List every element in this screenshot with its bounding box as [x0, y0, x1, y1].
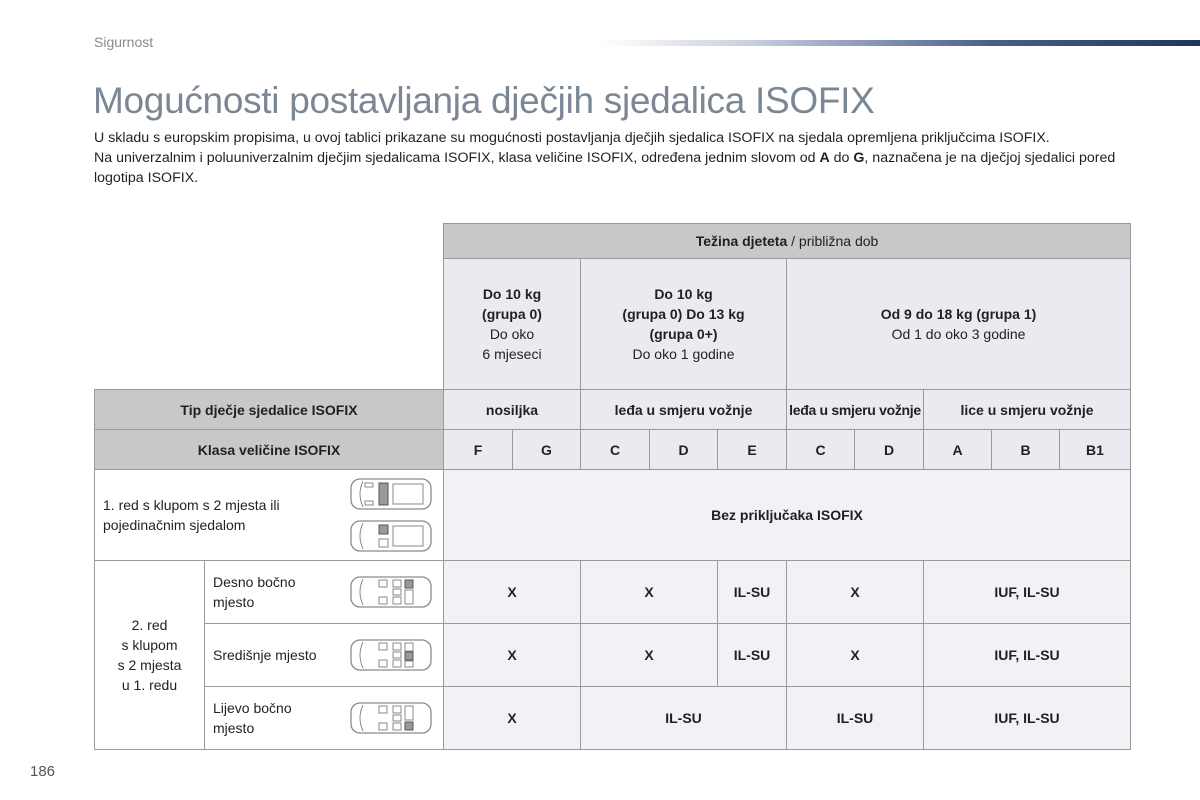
cell: X [581, 561, 718, 624]
cell: IUF, IL-SU [924, 624, 1131, 687]
row-right-seat-label: Desno bočno mjesto [205, 561, 444, 624]
page-title: Mogućnosti postavljanja dječjih sjedalica ISOFIX [93, 80, 875, 121]
class-cell: F [444, 430, 513, 470]
intro-text [94, 128, 1124, 188]
seat-type-label: Tip dječje sjedalice ISOFIX [95, 390, 444, 430]
cell: IL-SU [787, 687, 924, 750]
row-2-group-label: 2. red s klupom s 2 mjesta u 1. redu [95, 561, 205, 750]
row-left-seat-label: Lijevo bočno mjesto [205, 687, 444, 750]
intro-paragraph-2: Na univerzalnim i poluuniverzalnim dječjim sjedalicama ISOFIX, klasa veličine ISOFIX, određena jednim slovom od A do G, naznačena je na dječjoj sjedalici pored logotipa ISOFIX. [94, 150, 1116, 186]
class-cell: A [924, 430, 992, 470]
cell: X [581, 624, 718, 687]
class-cell: D [855, 430, 924, 470]
class-cell: G [513, 430, 581, 470]
class-cell: E [718, 430, 787, 470]
vehicle-seat-diagram-icon [349, 573, 435, 611]
cell: IL-SU [718, 624, 787, 687]
cell: IL-SU [581, 687, 787, 750]
type-rear-facing-2: leđa u smjeru vožnje [787, 390, 924, 430]
cell: X [444, 687, 581, 750]
group-0plus-header: Do 10 kg (grupa 0) Do 13 kg (grupa 0+) Do oko 1 godine [581, 259, 787, 390]
cell: X [787, 624, 924, 687]
vehicle-seat-diagram-icon [349, 699, 435, 737]
no-isofix-cell: Bez priključaka ISOFIX [444, 470, 1131, 561]
type-forward-facing: lice u smjeru vožnje [924, 390, 1131, 430]
row-center-seat-label: Središnje mjesto [205, 624, 444, 687]
row-1-label: 1. red s klupom s 2 mjesta ili pojedinačnim sjedalom [95, 470, 444, 561]
size-class-label: Klasa veličine ISOFIX [95, 430, 444, 470]
header-gradient-bar [600, 40, 1200, 46]
group-0-header: Do 10 kg (grupa 0) Do oko 6 mjeseci [444, 259, 581, 390]
page-number: 186 [30, 763, 56, 780]
vehicle-seat-diagram-icon [349, 475, 435, 513]
vehicle-seat-diagram-icon [349, 636, 435, 674]
class-cell: B [992, 430, 1060, 470]
weight-header: Težina djeteta / približna dob [444, 224, 1131, 259]
isofix-table [94, 223, 1131, 750]
cell: IL-SU [718, 561, 787, 624]
group-1-header: Od 9 do 18 kg (grupa 1) Od 1 do oko 3 godine [787, 259, 1131, 390]
vehicle-seat-diagram-icon [349, 517, 435, 555]
cell: X [444, 624, 581, 687]
class-cell: C [787, 430, 855, 470]
cell: IUF, IL-SU [924, 687, 1131, 750]
intro-paragraph-1: U skladu s europskim propisima, u ovoj tablici prikazane su mogućnosti postavljanja dječjih sjedalica ISOFIX na sjedala opremljena priključcima ISOFIX. [94, 130, 1050, 146]
class-cell: D [650, 430, 718, 470]
type-rear-facing: leđa u smjeru vožnje [581, 390, 787, 430]
cell: X [444, 561, 581, 624]
class-cell: B1 [1060, 430, 1131, 470]
cell: X [787, 561, 924, 624]
vehicle-icons [349, 475, 435, 555]
cell: IUF, IL-SU [924, 561, 1131, 624]
class-cell: C [581, 430, 650, 470]
section-label: Sigurnost [94, 34, 154, 50]
type-carrycot: nosiljka [444, 390, 581, 430]
